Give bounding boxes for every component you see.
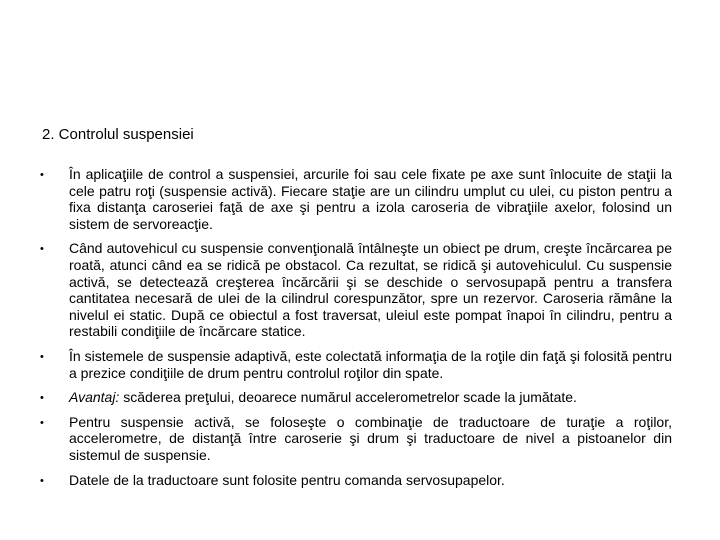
list-item	[38, 389, 672, 406]
bullet-icon: •	[40, 350, 44, 363]
bullet-icon: •	[40, 392, 44, 405]
bullet-icon: •	[40, 416, 44, 429]
list-item	[38, 472, 672, 489]
list-item	[38, 348, 672, 381]
advantage-text: scăderea preţului, deoarece numărul accelerometrelor scade la jumătate.	[119, 389, 577, 406]
bullet-text: Când autovehicul cu suspensie convenţională întâlneşte un obiect pe drum, creşte încărcarea pe roată, atunci când ea se ridică pe obstacol. Ca rezultat, se ridică şi autovehiculul. Cu suspensie activă, se detectează creşterea încărcării şi se deschide o servosupapă pentru a transfera cantitatea necesară de ulei de la cilindrul corespunzător, spre un rezervor. Caroseria rămâne la nivelul ei static. După ce obiectul a fost traversat, uleiul este pompat înapoi în cilindru, pentru a restabili condiţiile de încărcare statice.	[69, 240, 672, 340]
bullet-text: În sistemele de suspensie adaptivă, este colectată informaţia de la roţile din faţă şi folosită pentru a prezice condiţiile de drum pentru controlul roţilor din spate.	[69, 347, 672, 381]
slide-title: 2. Controlul suspensiei	[42, 126, 194, 143]
bullet-text: Pentru suspensie activă, se foloseşte o combinaţie de traductoare de turaţie a roţilor, accelerometre, de distanţă între caroserie şi drum şi traductoare de nivel a pistoanelor din sistemul de suspensie.	[69, 413, 672, 463]
bullet-icon: •	[40, 243, 44, 256]
bullet-icon: •	[40, 474, 44, 487]
advantage-label: Avantaj:	[69, 389, 120, 406]
list-item	[38, 414, 672, 464]
bullet-text: Datele de la traductoare sunt folosite pentru comanda servosupapelor.	[69, 471, 505, 488]
list-item	[38, 166, 672, 232]
bullet-list	[38, 166, 672, 496]
bullet-text	[69, 389, 672, 406]
bullet-icon: •	[40, 169, 44, 181]
bullet-text: În aplicaţiile de control a suspensiei, arcurile foi sau cele fixate pe axe sunt înlocuite de staţii la cele patru roţi (suspensie activă). Fiecare staţie are un cilindru umplut cu ulei, cu piston pentru a fixa distanţa caroseriei faţă de axe şi pentru a izola caroseria de vibraţiile axelor, folosind un sistem de servoreacţie.	[69, 166, 672, 232]
list-item	[38, 240, 672, 340]
